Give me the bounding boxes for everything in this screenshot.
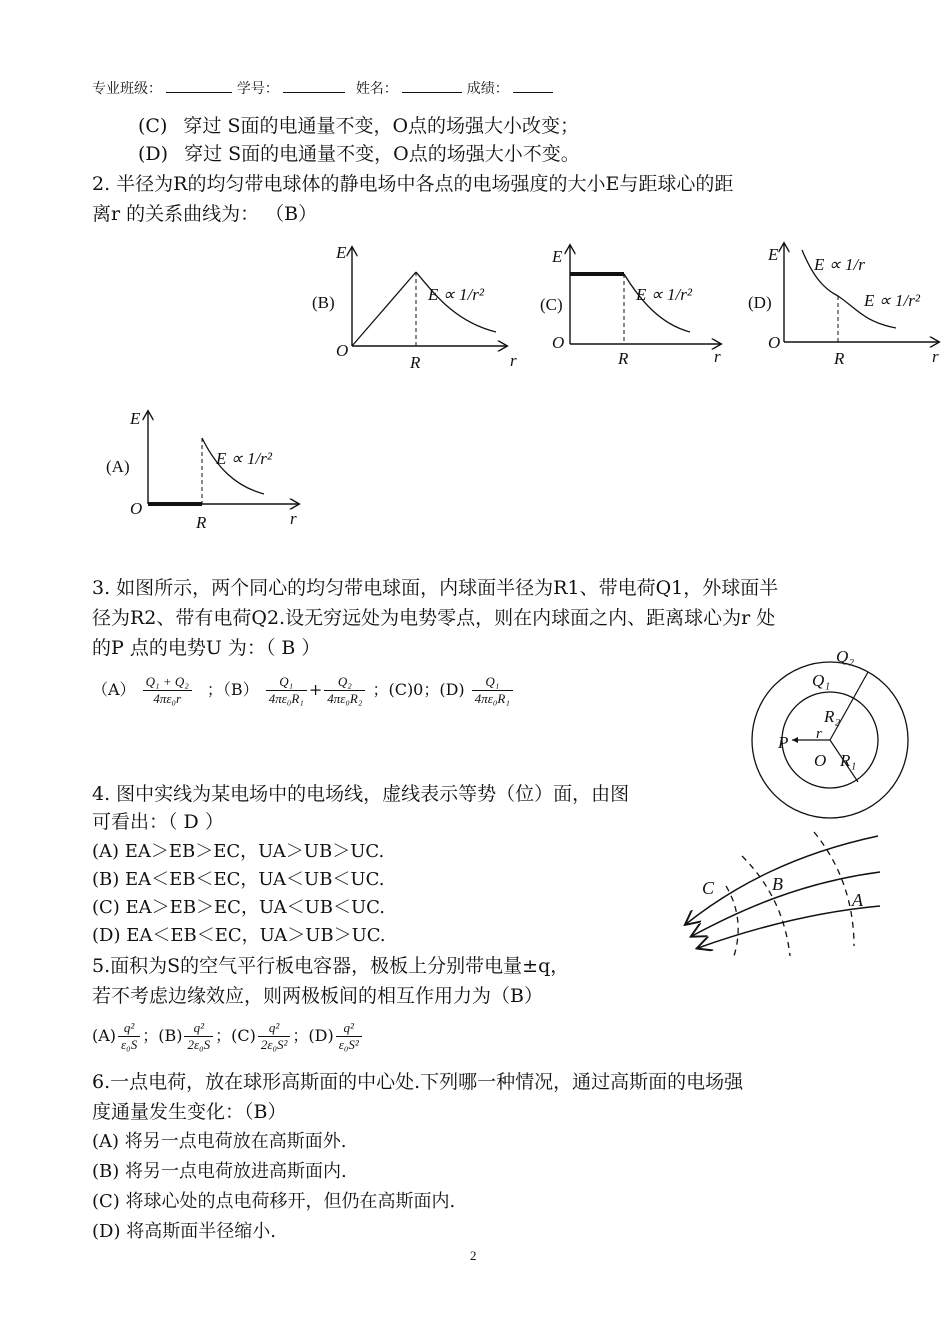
center-o-label: O (814, 751, 827, 770)
q3-frac-a: $\frac{\text{Q₁ + Q₂}}{\text{4πε₀r}}$ (143, 674, 192, 707)
q6-option-c: (C) 将球心处的点电荷移开，但仍在高斯面内. (92, 1191, 456, 1212)
q4-option-d: (D) EA＜EB＜EC，UA＞UB＞UC. (92, 925, 386, 946)
q3-options: （A） $\frac{\text{Q₁ + Q₂}}{\text{4πε₀r}}$ ；（B） $\frac{\text{Q₁}}{\text{4πε₀R₁}}$ + $\frac{\text{Q₂}}{\text{4πε₀R₂}}$ ；(C)0；(D) $\frac{\text{Q₁}}{\text{4πε₀R₁}}$ (92, 666, 515, 714)
q4-stem-line1: 4. 图中实线为某电场中的电场线，虚线表示等势（位）面，由图 (92, 783, 630, 805)
q4-stem-line2: 可看出：（ D ） (92, 811, 224, 833)
graph-a (104, 404, 304, 536)
svg-text:E ∝ 1/r²: E ∝ 1/r² (864, 291, 920, 310)
q5-stem-line2: 若不考虑边缘效应，则两极板间的相互作用力为（B） (92, 985, 543, 1007)
field-lines-figure (664, 826, 884, 966)
q6-option-a: (A) 将另一点电荷放在高斯面外. (92, 1131, 347, 1152)
graph-c (540, 240, 730, 370)
curve-label: E ∝ 1/r² (428, 285, 484, 304)
svg-text:R: R (834, 349, 845, 368)
svg-text:R: R (618, 349, 629, 368)
page-number: 2 (470, 1248, 477, 1263)
q4-option-c: (C) EA＞EB＞EC，UA＜UB＜UC. (92, 897, 385, 918)
major-class-blank[interactable] (166, 92, 232, 93)
major-class-label: 专业班级： (92, 81, 162, 97)
p-label: P (778, 733, 789, 752)
q3-frac-d: $\frac{\text{Q₁}}{\text{4πε₀R₁}}$ (472, 674, 513, 707)
student-no-blank[interactable] (283, 92, 345, 93)
svg-text:E ∝ 1/r: E ∝ 1/r (814, 255, 865, 274)
concentric-spheres-figure (748, 642, 918, 822)
svg-text:E: E (768, 245, 779, 264)
q5-frac-b: $\frac{\text{q²}}{\text{2ε₀S}}$ (184, 1020, 213, 1053)
q6-stem-line1: 6.一点电荷，放在球形高斯面的中心处.下列哪一种情况，通过高斯面的电场强 (92, 1071, 744, 1093)
q6-stem-line2: 度通量发生变化：（B） (92, 1101, 287, 1123)
q3-stem-line2: 径为R2、带有电荷Q2.设无穷远处为电势零点，则在内球面之内、距离球心为r 处 (92, 607, 776, 629)
small-r-label: r (816, 726, 822, 742)
svg-text:r: r (714, 347, 721, 366)
axis-e-label: E (336, 243, 347, 262)
q3-stem-line1: 3. 如图所示，两个同心的均匀带电球面，内球面半径为R1、带电荷Q1，外球面半 (92, 577, 779, 599)
svg-text:r: r (932, 347, 939, 366)
svg-text:E: E (552, 247, 563, 266)
q5-options: (A) $\frac{\text{q²}}{\text{ε₀S}}$ ；(B) $\frac{\text{q²}}{\text{2ε₀S}}$ ；(C) $\frac{\text{q²}}{\text{2ε₀S²}}$ ；(D) $\frac{\text{q²}}{\text{ε₀S²}}$ (92, 1012, 364, 1060)
svg-text:O: O (130, 499, 143, 518)
q1-option-c: (C) 穿过 S面的电通量不变，O点的场强大小改变； (138, 115, 580, 137)
svg-text:E ∝ 1/r²: E ∝ 1/r² (216, 449, 272, 468)
q2-charge-label: Q₂ (836, 647, 855, 666)
score-label: 成绩： (466, 81, 509, 97)
svg-text:r: r (290, 509, 297, 528)
svg-text:E ∝ 1/r²: E ∝ 1/r² (636, 285, 692, 304)
student-no-label: 学号： (236, 81, 279, 97)
q1-option-d: (D) 穿过 S面的电通量不变，O点的场强大小不变。 (138, 143, 580, 165)
origin-label: O (336, 341, 349, 360)
q5-frac-a: $\frac{\text{q²}}{\text{ε₀S}}$ (118, 1020, 140, 1053)
svg-text:O: O (768, 333, 781, 352)
q5-frac-d: $\frac{\text{q²}}{\text{ε₀S²}}$ (336, 1020, 362, 1053)
point-a-label: A (852, 890, 863, 910)
header-fields (92, 78, 553, 98)
point-c-label: C (702, 878, 715, 898)
graph-c-label: (C) (540, 295, 563, 314)
svg-text:O: O (552, 333, 565, 352)
r-big-label: R (410, 353, 421, 372)
r2-label: R₂ (824, 707, 841, 726)
name-label: 姓名： (355, 81, 398, 97)
q2-stem-line1: 2. 半径为R的均匀带电球体的静电场中各点的电场强度的大小E与距球心的距 (92, 173, 734, 195)
svg-text:E: E (130, 409, 141, 428)
axis-r-label: r (510, 351, 517, 370)
q1-charge-label: Q₁ (812, 671, 831, 690)
name-blank[interactable] (402, 92, 462, 93)
q3-stem-line3: 的P 点的电势U 为：（ B ） (92, 637, 321, 659)
q2-stem-line2: 离r 的关系曲线为： （B） (92, 203, 318, 225)
q3-frac-b1: $\frac{\text{Q₁}}{\text{4πε₀R₁}}$ (266, 674, 307, 707)
svg-text:R: R (196, 513, 207, 532)
q3-frac-b2: $\frac{\text{Q₂}}{\text{4πε₀R₂}}$ (324, 674, 365, 707)
q6-option-b: (B) 将另一点电荷放进高斯面内. (92, 1161, 347, 1182)
score-blank[interactable] (513, 92, 553, 93)
graph-b-label: (B) (312, 293, 335, 312)
q4-option-a: (A) EA＞EB＞EC，UA＞UB＞UC. (92, 841, 385, 862)
q6-option-d: (D) 将高斯面半径缩小. (92, 1221, 276, 1242)
point-b-label: B (772, 874, 783, 894)
q4-option-b: (B) EA＜EB＜EC，UA＜UB＜UC. (92, 869, 385, 890)
q5-frac-c: $\frac{\text{q²}}{\text{2ε₀S²}}$ (258, 1020, 291, 1053)
graph-d-label: (D) (748, 293, 772, 312)
graph-b (306, 238, 526, 374)
graph-d (746, 238, 946, 372)
q5-stem-line1: 5.面积为S的空气平行板电容器，极板上分别带电量±q， (92, 955, 570, 977)
graph-a-label: (A) (106, 457, 130, 476)
r1-label: R₁ (840, 751, 857, 770)
